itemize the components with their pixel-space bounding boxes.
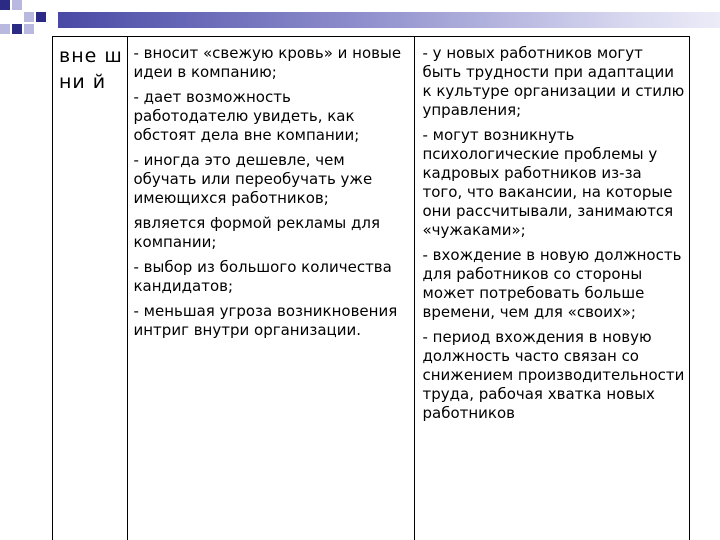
decor-square: [0, 24, 10, 34]
disadvantages-cell: [414, 37, 690, 540]
decor-square: [24, 24, 34, 34]
list-item: - дает возможность работодателю увидеть, как обстоят дела вне компании;: [133, 88, 360, 144]
list-item: - могут возникнуть психологические проблемы у кадровых работников из-за того, что вакансии, на которые они рассчитывали, занимаются «чужаками»;: [422, 126, 674, 239]
table: [53, 37, 690, 540]
header-decoration: [0, 0, 720, 40]
table-row: [53, 37, 690, 540]
decor-square: [12, 24, 22, 34]
advantages-list: [128, 37, 414, 340]
list-item: - выбор из большого количества кандидатов;: [133, 258, 392, 295]
list-item: - иногда это дешевле, чем обучать или переобучать уже имеющихся работников;: [133, 151, 373, 207]
comparison-table: [52, 36, 690, 540]
list-item: - у новых работников могут быть трудности при адаптации к культуре организации и стилю управления;: [422, 44, 685, 119]
advantages-cell: [127, 37, 414, 540]
category-label: вне шни й: [59, 45, 123, 93]
list-item: - меньшая угроза возникновения интриг внутри организации.: [133, 302, 398, 339]
decor-square: [36, 12, 46, 22]
list-item: - вхождение в новую должность для работников со стороны может потребовать больше времени, чем для «своих»;: [422, 246, 682, 321]
decor-square: [0, 0, 10, 10]
disadvantages-list: [415, 37, 691, 423]
decor-square: [24, 12, 34, 22]
list-item: - период вхождения в новую должность часто связан со снижением производительности труда, рабочая хватка новых работников: [422, 328, 685, 422]
decor-square: [12, 0, 22, 10]
category-cell: [53, 37, 127, 540]
decor-gradient-bar: [58, 12, 720, 28]
list-item: - вносит «свежую кровь» и новые идеи в компанию;: [133, 44, 402, 81]
list-item: является формой рекламы для компании;: [133, 214, 381, 251]
